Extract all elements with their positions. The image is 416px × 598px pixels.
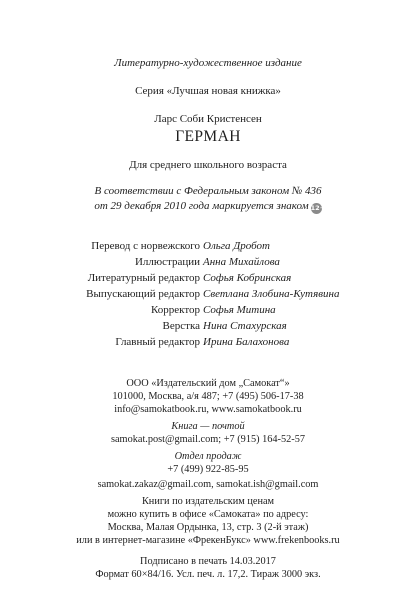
publisher-name: ООО «Издательский дом „Самокат“» <box>126 378 290 389</box>
credit-row <box>0 240 416 256</box>
credit-row <box>0 320 416 336</box>
credit-role: Выпускающий редактор <box>86 288 200 300</box>
credit-name: Софья Митина <box>203 304 276 316</box>
print-format: Формат 60×84/16. Усл. печ. л. 17,2. Тираж 3000 экз. <box>95 569 321 580</box>
book-title: ГЕРМАН <box>175 128 241 145</box>
credit-row <box>0 272 416 288</box>
credit-name: Нина Стахурская <box>203 320 287 332</box>
credit-row <box>0 256 416 272</box>
credit-name: Светлана Злобина-Кутявина <box>203 288 340 300</box>
law-notice-line2 <box>0 200 416 214</box>
credit-name: Ирина Балахонова <box>203 336 290 348</box>
publisher-contacts: info@samokatbook.ru, www.samokatbook.ru <box>114 404 302 415</box>
mail-order-heading: Книга — почтой <box>171 421 245 432</box>
law-notice-line1: В соответствии с Федеральным законом № 436 <box>94 185 322 197</box>
credit-row <box>0 304 416 320</box>
credit-role: Главный редактор <box>115 336 200 348</box>
publisher-address: 101000, Москва, а/я 487; +7 (495) 506-17-38 <box>112 391 304 402</box>
print-signed: Подписано в печать 14.03.2017 <box>140 556 276 567</box>
author-name: Ларс Соби Кристенсен <box>154 113 262 125</box>
credits-list <box>0 240 416 352</box>
store-line2: можно купить в офисе «Самоката» по адресу: <box>107 509 309 520</box>
store-line3: Москва, Малая Ордынка, 13, стр. 3 (2-й этаж) <box>107 522 309 533</box>
series-name: Серия «Лучшая новая книжка» <box>135 85 281 97</box>
store-line4: или в интернет-магазине «ФрекенБукс» www.frekenbooks.ru <box>76 535 340 546</box>
credit-role: Верстка <box>162 320 200 332</box>
credit-row <box>0 288 416 304</box>
credit-role: Перевод с норвежского <box>91 240 200 252</box>
credit-role: Корректор <box>150 304 200 316</box>
credit-name: Ольга Дробот <box>203 240 270 252</box>
law-notice-text: от 29 декабря 2010 года маркируется знаком <box>94 200 309 212</box>
credit-role: Литературный редактор <box>87 272 200 284</box>
age-rating-icon: 12+ <box>310 204 326 212</box>
credit-role: Иллюстрации <box>134 256 200 268</box>
store-line1: Книги по издательским ценам <box>141 496 275 507</box>
credit-name: Софья Кобринская <box>203 272 292 284</box>
sales-emails: samokat.zakaz@gmail.com, samokat.ish@gmail.com <box>97 479 319 490</box>
sales-heading: Отдел продаж <box>174 451 242 462</box>
credit-row <box>0 336 416 352</box>
credit-name: Анна Михайлова <box>203 256 280 268</box>
age-group: Для среднего школьного возраста <box>129 159 287 171</box>
edition-type: Литературно-художественное издание <box>114 57 302 69</box>
mail-order-contacts: samokat.post@gmail.com; +7 (915) 164-52-57 <box>110 434 306 445</box>
sales-phone: +7 (499) 922-85-95 <box>167 464 249 475</box>
